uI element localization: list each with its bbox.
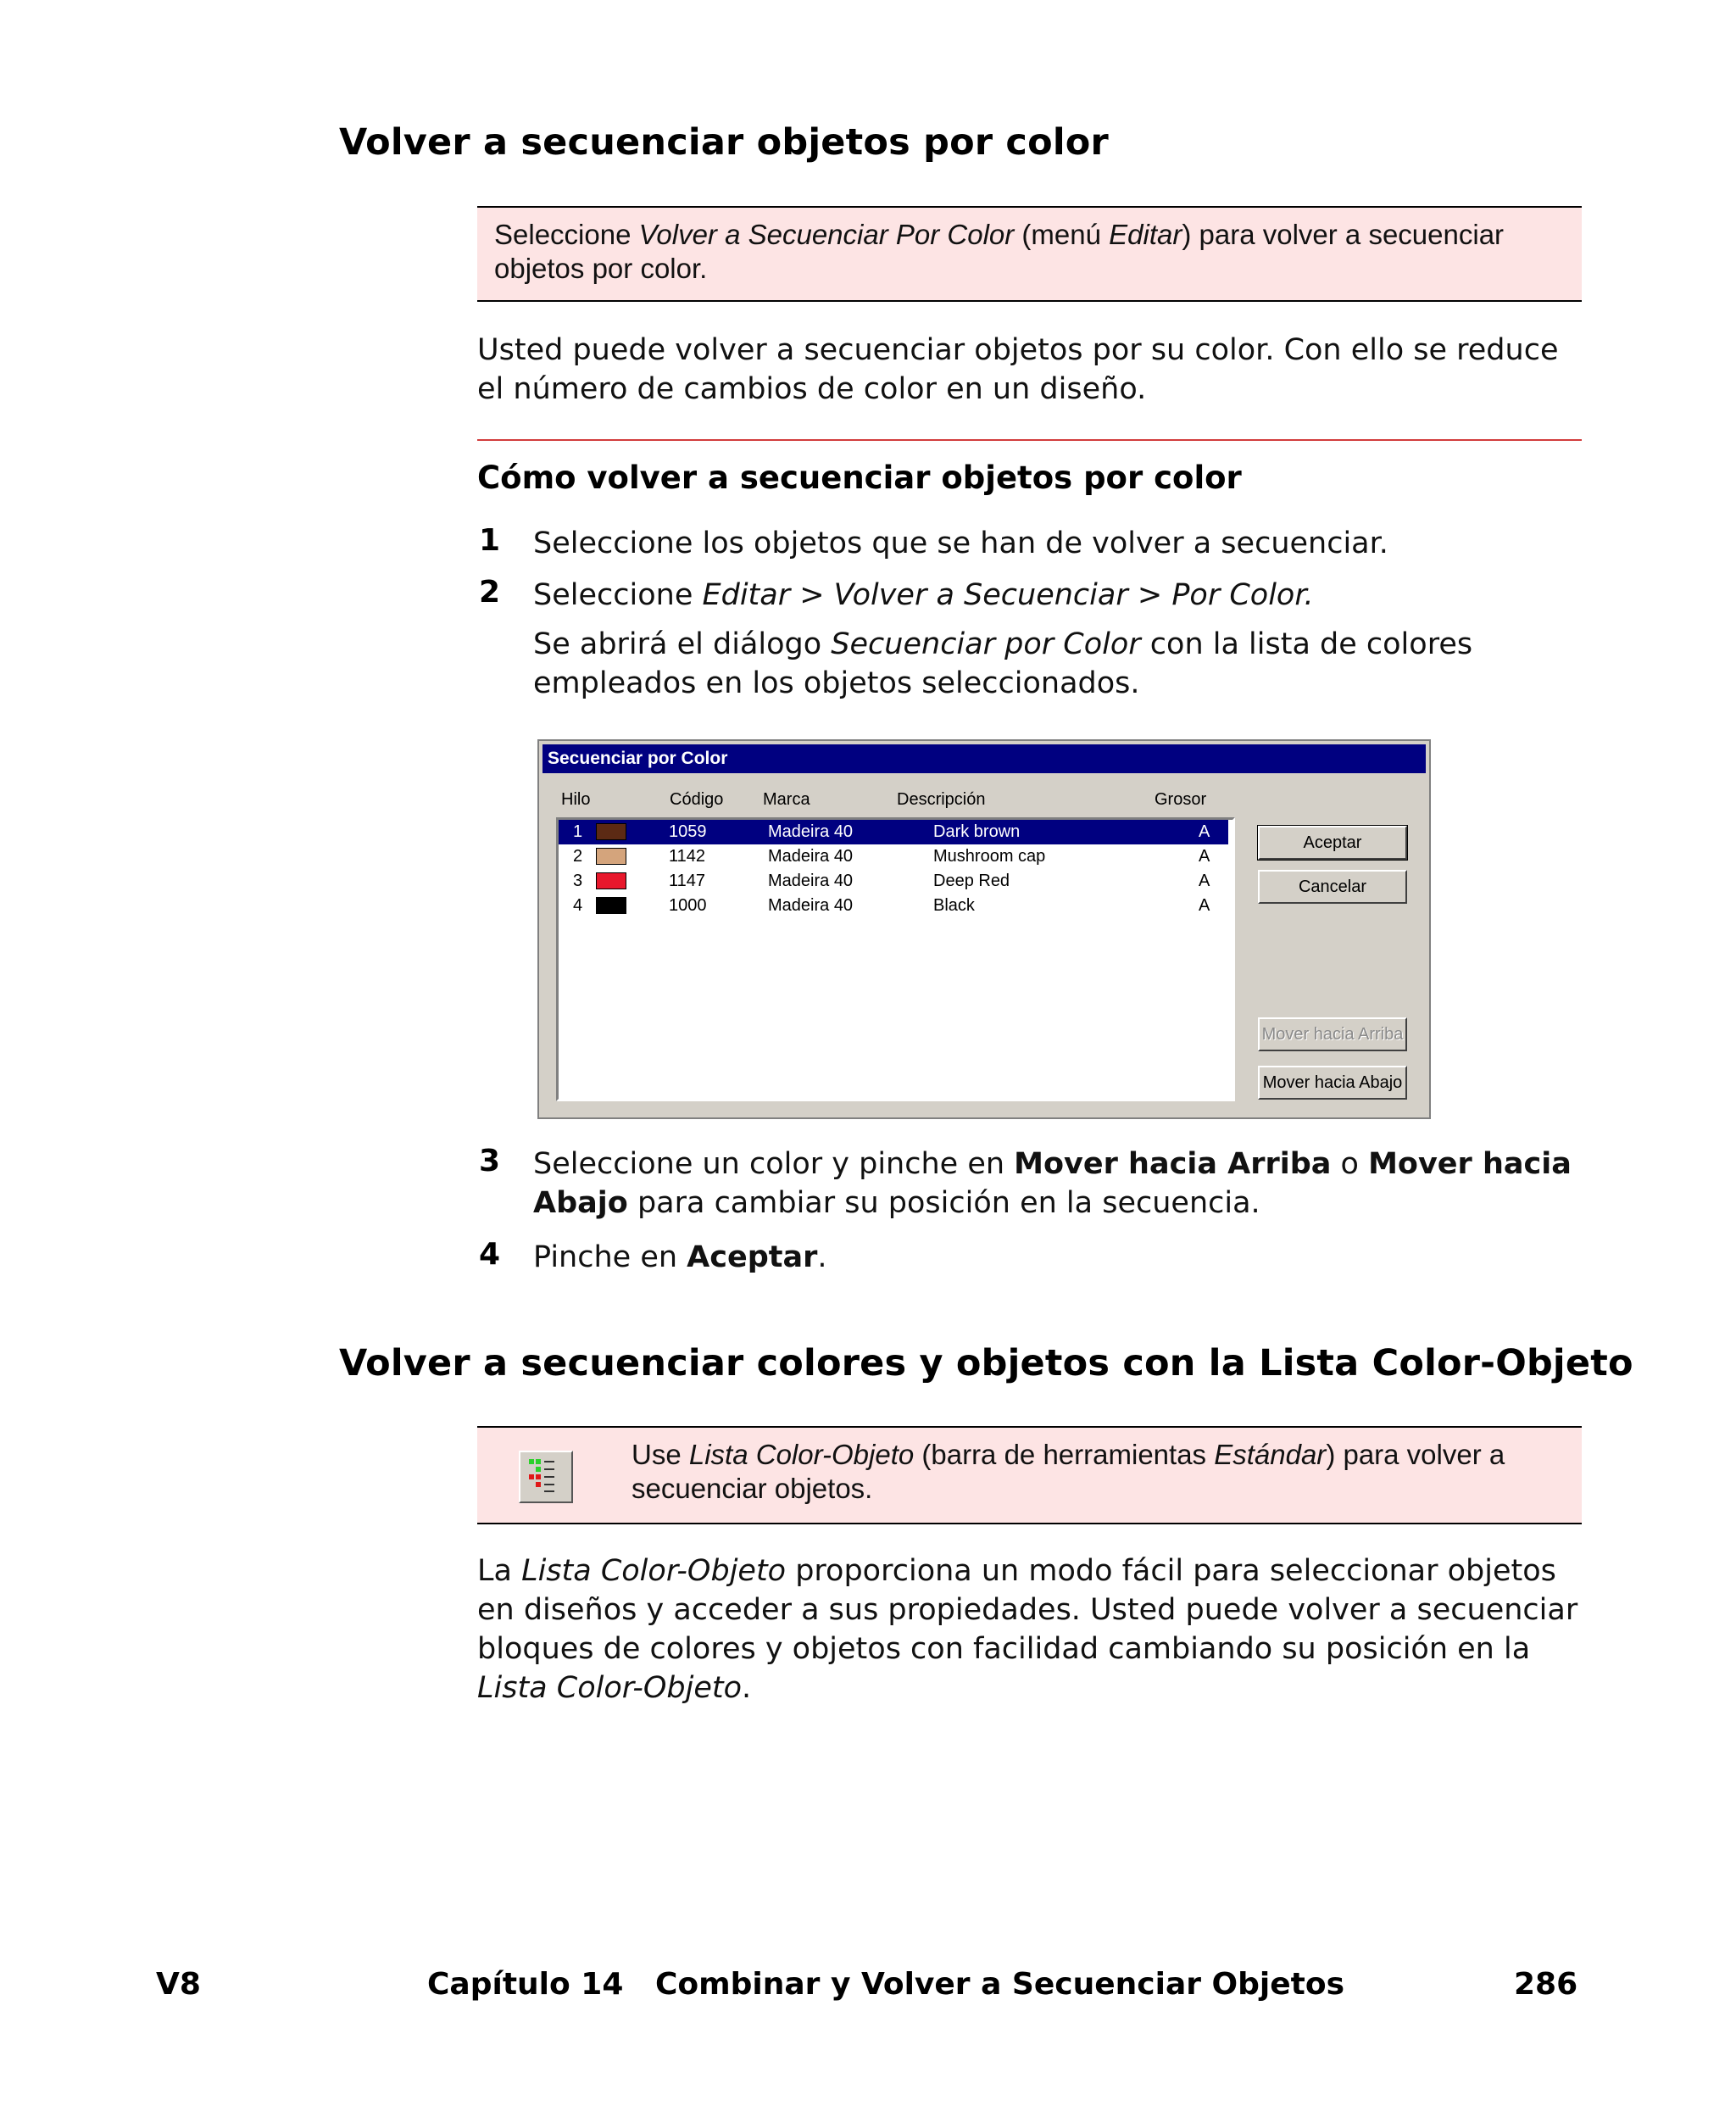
row-grosor: A — [1199, 822, 1210, 841]
row-codigo: 1147 — [669, 872, 706, 890]
color-swatch — [596, 823, 626, 840]
row-descripcion: Black — [933, 896, 975, 915]
tip-text-suffix: ) para volver a secuenciar objetos. — [632, 1439, 1505, 1504]
intro-paragraph: Usted puede volver a secuenciar objetos por su color. Con ello se reduce el número de cambios de color en un diseño. — [477, 333, 1559, 406]
step-4-suffix: . — [817, 1240, 827, 1274]
column-hilo[interactable]: Hilo — [561, 790, 591, 809]
column-codigo[interactable]: Código — [670, 790, 724, 809]
dialog-title: Secuenciar por Color — [542, 744, 1426, 773]
step-3-text — [533, 1145, 1593, 1223]
step-4-prefix: Pinche en — [533, 1240, 687, 1274]
color-swatch — [596, 897, 626, 914]
row-codigo: 1142 — [669, 847, 706, 866]
column-marca[interactable]: Marca — [763, 790, 810, 809]
tip-command: Volver a Secuenciar Por Color — [638, 219, 1015, 250]
table-row[interactable] — [559, 869, 1228, 894]
step-2-menu-path: Editar > Volver a Secuenciar > Por Color. — [702, 578, 1314, 612]
step-2-text — [533, 576, 1593, 615]
row-codigo: 1059 — [669, 822, 707, 841]
tip-box — [477, 206, 1582, 302]
row-descripcion: Deep Red — [933, 872, 1010, 890]
step-number: 2 — [479, 575, 501, 610]
row-marca: Madeira 40 — [768, 847, 854, 866]
section-title: Volver a secuenciar objetos por color — [339, 121, 1109, 164]
row-grosor: A — [1199, 896, 1210, 915]
row-hilo: 3 — [573, 872, 583, 890]
aceptar-button[interactable]: Aceptar — [1258, 826, 1407, 860]
step-number: 4 — [479, 1237, 501, 1272]
row-hilo: 4 — [573, 896, 583, 915]
color-list[interactable] — [556, 817, 1235, 1101]
color-swatch — [596, 848, 626, 865]
footer-chapter: Capítulo 14 Combinar y Volver a Secuenciar Objetos — [427, 1967, 1345, 2002]
table-row[interactable] — [559, 894, 1228, 918]
row-hilo: 2 — [573, 847, 583, 866]
divider — [477, 439, 1582, 441]
tip-text-mid: (menú — [1014, 219, 1110, 250]
aceptar-label: Aceptar — [687, 1240, 818, 1274]
row-codigo: 1000 — [669, 896, 707, 915]
body-term: Lista Color-Objeto — [521, 1554, 787, 1588]
step-3-suffix: para cambiar su posición en la secuencia. — [627, 1186, 1260, 1220]
tip-text: Seleccione — [494, 219, 639, 250]
tip-text-mid: (barra de herramientas — [914, 1439, 1215, 1470]
secuenciar-dialog — [537, 739, 1431, 1119]
step-number: 3 — [479, 1144, 501, 1178]
column-grosor[interactable]: Grosor — [1155, 790, 1207, 809]
step-2-note — [533, 625, 1593, 703]
row-marca: Madeira 40 — [768, 896, 854, 915]
body-term-2: Lista Color-Objeto — [477, 1671, 743, 1705]
row-grosor: A — [1199, 872, 1210, 890]
column-descripcion[interactable]: Descripción — [897, 790, 986, 809]
step-4-text — [533, 1238, 1593, 1277]
table-row[interactable] — [559, 844, 1228, 869]
tip-menu: Editar — [1109, 219, 1182, 250]
body-mid: proporciona un modo fácil para seleccionar objetos en diseños y acceder a sus propiedades. Usted puede volver a secuenciar bloques de colores y objetos con facilidad cambiando su posición en la — [477, 1554, 1578, 1666]
row-hilo: 1 — [573, 822, 583, 841]
procedure-title: Cómo volver a secuenciar objetos por color — [477, 460, 1242, 496]
row-descripcion: Mushroom cap — [933, 847, 1046, 866]
color-object-list-icon — [519, 1451, 573, 1503]
page-number: 286 — [1514, 1967, 1578, 2002]
cancelar-button[interactable]: Cancelar — [1258, 870, 1407, 904]
move-down-label: Mover hacia Abajo — [533, 1147, 1572, 1220]
step-3-prefix: Seleccione un color y pinche en — [533, 1147, 1015, 1181]
step-2-note-prefix: Se abrirá el diálogo — [533, 627, 832, 661]
step-3-mid: o — [1331, 1147, 1369, 1181]
step-number: 1 — [479, 523, 501, 558]
tip-text-suffix: ) para volver a secuenciar objetos por color. — [494, 219, 1505, 284]
color-swatch — [596, 872, 626, 889]
move-down-button[interactable]: Mover hacia Abajo — [1258, 1066, 1407, 1100]
move-up-button[interactable]: Mover hacia Arriba — [1258, 1017, 1407, 1051]
tip-tool: Lista Color-Objeto — [688, 1439, 915, 1470]
body-suffix: . — [742, 1671, 752, 1705]
row-descripcion: Dark brown — [933, 822, 1021, 841]
row-marca: Madeira 40 — [768, 872, 854, 890]
step-2-prefix: Seleccione — [533, 578, 703, 612]
footer-version: V8 — [156, 1967, 201, 2002]
tip-box — [477, 1426, 1582, 1524]
section-title: Volver a secuenciar colores y objetos con la Lista Color-Objeto — [339, 1342, 1633, 1384]
row-marca: Madeira 40 — [768, 822, 854, 841]
step-2-dialog-name: Secuenciar por Color — [831, 627, 1141, 661]
row-grosor: A — [1199, 847, 1210, 866]
tip-text: Use — [632, 1439, 689, 1470]
lista-paragraph — [477, 1552, 1588, 1708]
step-2-note-suffix: con la lista de colores empleados en los objetos seleccionados. — [533, 627, 1473, 700]
tip-toolbar: Estándar — [1214, 1439, 1327, 1470]
body-prefix: La — [477, 1554, 522, 1588]
move-up-label: Mover hacia Arriba — [1014, 1147, 1332, 1181]
table-row[interactable] — [559, 820, 1228, 844]
step-1-text: Seleccione los objetos que se han de volver a secuenciar. — [533, 526, 1388, 560]
